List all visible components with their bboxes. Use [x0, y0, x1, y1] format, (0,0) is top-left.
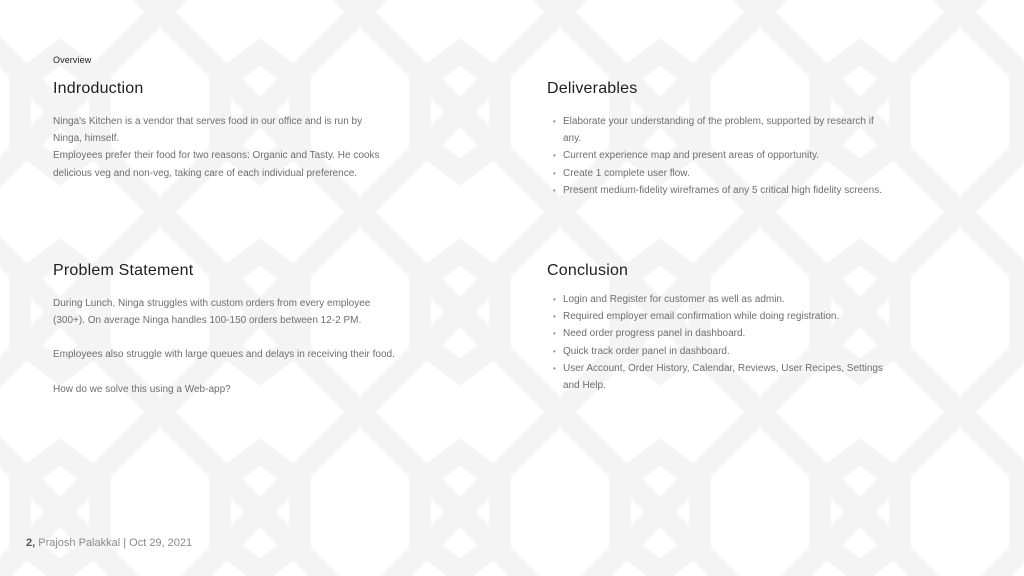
deliverables-section: [547, 80, 892, 199]
list-item-text: Current experience map and present areas of opportunity.: [563, 150, 820, 162]
list-item: [547, 291, 892, 308]
page-number: 2,: [26, 537, 36, 549]
list-item: [547, 182, 892, 199]
section-eyebrow: Overview: [53, 55, 92, 65]
problem-paragraph: Employees also struggle with large queues and delays in receiving their food.: [53, 349, 395, 361]
problem-statement-title: Problem Statement: [53, 262, 194, 279]
list-item-text: Elaborate your understanding of the problem, supported by research if any.: [563, 116, 874, 145]
list-item-text: Required employer email confirmation while doing registration.: [563, 311, 840, 323]
list-item: [547, 360, 892, 394]
list-item: [547, 325, 892, 342]
conclusion-list: [547, 291, 892, 394]
problem-paragraph: How do we solve this using a Web-app?: [53, 383, 231, 395]
bullet-icon: •: [553, 363, 556, 373]
problem-statement-section: [53, 262, 398, 398]
bullet-icon: •: [553, 185, 556, 195]
introduction-section: [53, 80, 393, 182]
conclusion-title: Conclusion: [547, 262, 629, 279]
footer: [26, 537, 192, 549]
list-item: [547, 113, 892, 147]
list-item-text: Need order progress panel in dashboard.: [563, 328, 746, 340]
problem-statement-body: [53, 295, 398, 398]
bullet-icon: •: [553, 312, 556, 322]
list-item: [547, 165, 892, 182]
list-item: [547, 308, 892, 325]
deliverables-list: [547, 113, 892, 199]
bullet-icon: •: [553, 168, 556, 178]
problem-paragraph: During Lunch, Ninga struggles with custom orders from every employee (300+). On average Ninga handles 100-150 orders between 12-2 PM.: [53, 298, 371, 327]
bullet-icon: •: [553, 329, 556, 339]
list-item-text: Quick track order panel in dashboard.: [563, 345, 730, 357]
list-item-text: Create 1 complete user flow.: [563, 167, 690, 179]
list-item-text: Login and Register for customer as well as admin.: [563, 294, 785, 305]
bullet-icon: •: [553, 151, 556, 161]
list-item: [547, 147, 892, 164]
bullet-icon: •: [553, 346, 556, 356]
conclusion-section: [547, 262, 892, 394]
footer-credit: Prajosh Palakkal | Oct 29, 2021: [35, 537, 193, 549]
deliverables-title: Deliverables: [547, 80, 638, 97]
bullet-icon: •: [553, 295, 556, 304]
bullet-icon: •: [553, 117, 556, 126]
introduction-paragraph: Employees prefer their food for two reasons: Organic and Tasty. He cooks delicious veg and non-veg, taking care of each individual preference.: [53, 150, 380, 179]
introduction-body: [53, 113, 393, 182]
list-item-text: User Account, Order History, Calendar, Reviews, User Recipes, Settings and Help.: [563, 362, 883, 392]
introduction-paragraph: Ninga's Kitchen is a vendor that serves food in our office and is run by Ninga, himself.: [53, 116, 363, 145]
list-item: [547, 343, 892, 360]
introduction-title: Indroduction: [53, 80, 144, 97]
list-item-text: Present medium-fidelity wireframes of any 5 critical high fidelity screens.: [563, 184, 883, 196]
